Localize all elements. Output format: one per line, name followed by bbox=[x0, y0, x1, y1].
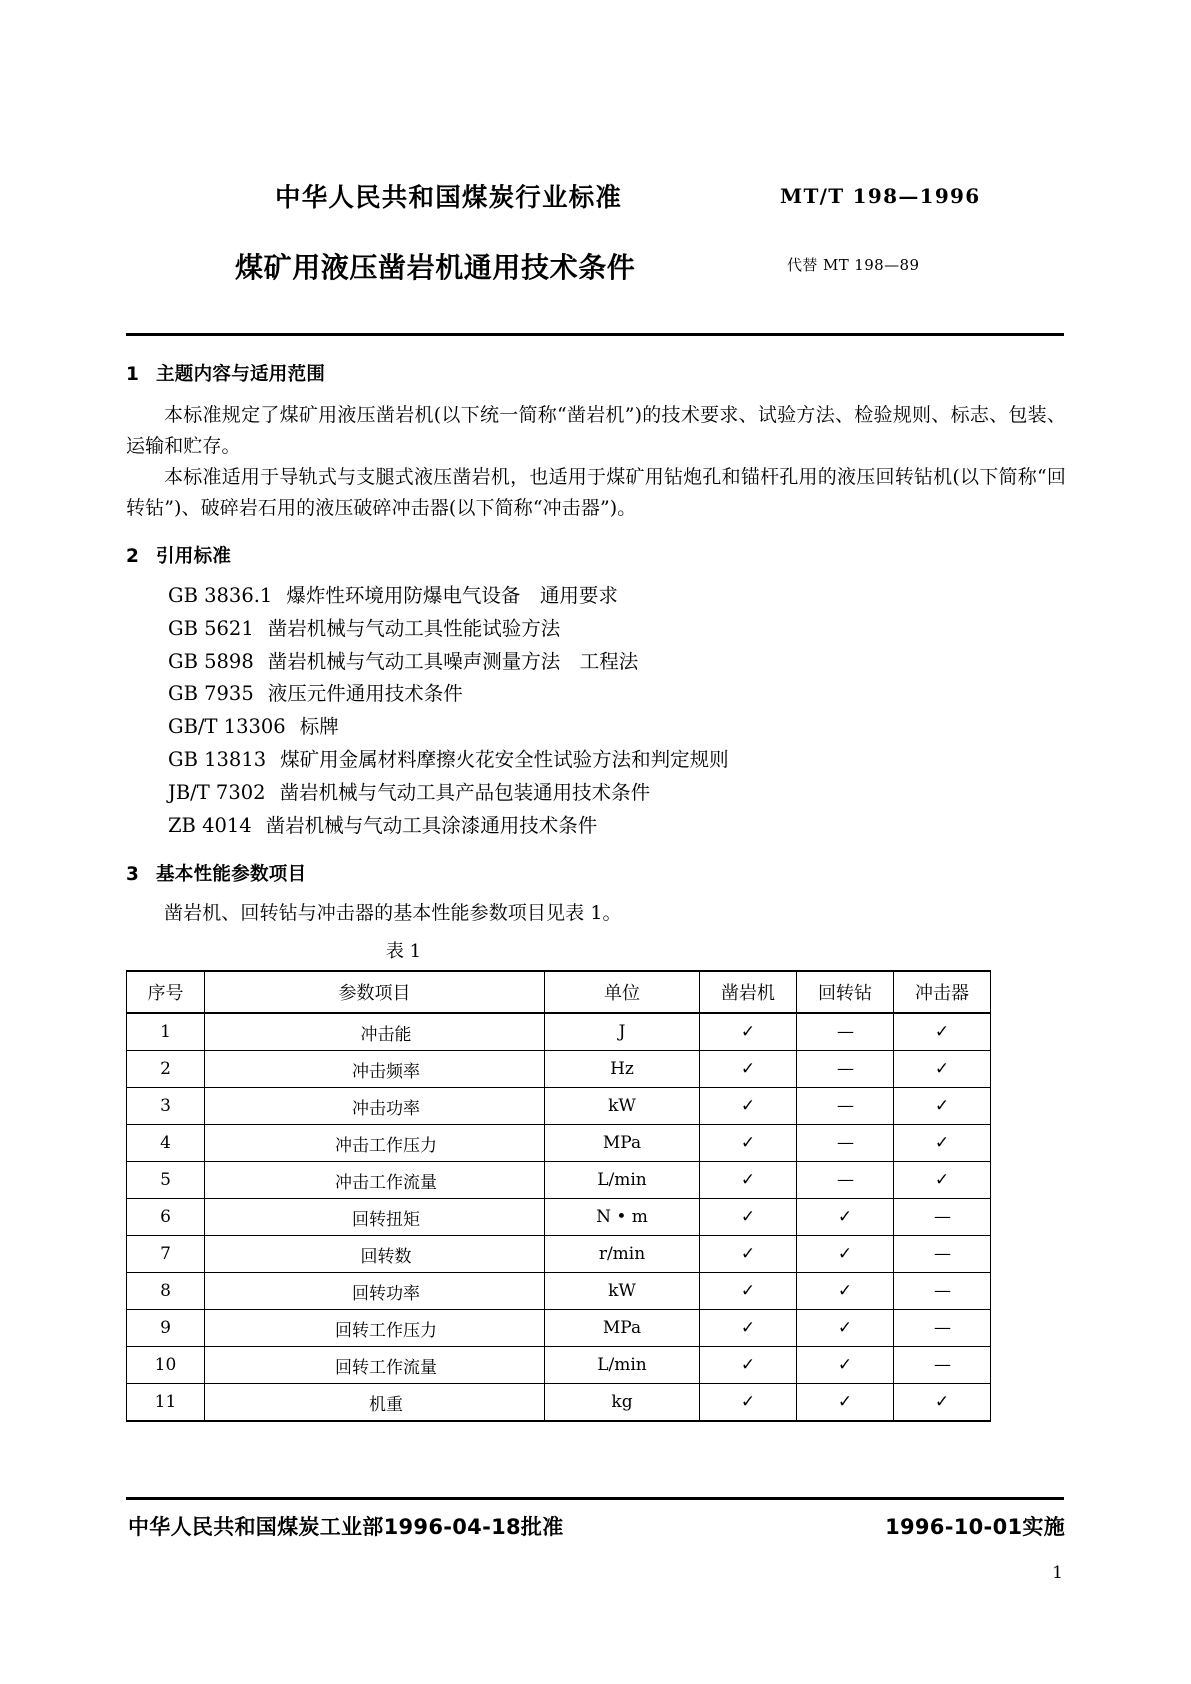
standard-number: MT/T 198—1996 bbox=[780, 184, 981, 208]
page-number: 1 bbox=[1052, 1563, 1063, 1583]
cell-impactor: — bbox=[894, 1310, 991, 1347]
standard-code: GB 5898 bbox=[168, 649, 254, 673]
cell-parameter: 冲击功率 bbox=[205, 1088, 545, 1125]
cell-impactor: ✓ bbox=[894, 1088, 991, 1125]
standard-name: 液压元件通用技术条件 bbox=[267, 682, 463, 706]
cell-rotary-drill: ✓ bbox=[797, 1384, 894, 1422]
table-row bbox=[127, 1310, 991, 1347]
standard-code: GB 7935 bbox=[168, 682, 254, 706]
replaces-note: 代替 MT 198—89 bbox=[787, 256, 920, 274]
cell-unit: kW bbox=[545, 1273, 700, 1310]
cell-impactor: ✓ bbox=[894, 1384, 991, 1422]
cell-impactor: ✓ bbox=[894, 1125, 991, 1162]
cell-rock-drill: ✓ bbox=[700, 1347, 797, 1384]
cell-unit: N • m bbox=[545, 1199, 700, 1236]
cell-parameter: 冲击工作压力 bbox=[205, 1125, 545, 1162]
table-row bbox=[127, 1273, 991, 1310]
cell-impactor: ✓ bbox=[894, 1162, 991, 1199]
cell-parameter: 回转扭矩 bbox=[205, 1199, 545, 1236]
standard-code: ZB 4014 bbox=[168, 813, 252, 837]
cell-impactor: — bbox=[894, 1273, 991, 1310]
cell-unit: L/min bbox=[545, 1347, 700, 1384]
cell-rotary-drill: — bbox=[797, 1162, 894, 1199]
column-header-rock-drill: 凿岩机 bbox=[700, 971, 797, 1013]
table-row bbox=[127, 1236, 991, 1273]
cell-rock-drill: ✓ bbox=[700, 1236, 797, 1273]
section-number-3: 3 bbox=[126, 864, 140, 886]
cell-no: 3 bbox=[127, 1088, 205, 1125]
cell-no: 1 bbox=[127, 1013, 205, 1051]
cell-parameter: 回转功率 bbox=[205, 1273, 545, 1310]
section-1-paragraph-2: 本标准适用于导轨式与支腿式液压凿岩机，也适用于煤矿用钻炮孔和锚杆孔用的液压回转钻机(以下简称“回转钻”)、破碎岩石用的液压破碎冲击器(以下简称“冲击器”)。 bbox=[126, 466, 1066, 519]
column-header-parameter: 参数项目 bbox=[205, 971, 545, 1013]
cell-no: 11 bbox=[127, 1384, 205, 1422]
standard-code: GB 13813 bbox=[168, 747, 267, 771]
cell-impactor: ✓ bbox=[894, 1013, 991, 1051]
list-item bbox=[126, 646, 1066, 679]
section-1-paragraph-1: 本标准规定了煤矿用液压凿岩机(以下统一简称“凿岩机”)的技术要求、试验方法、检验规则、标志、包装、运输和贮存。 bbox=[126, 404, 1066, 457]
cell-no: 4 bbox=[127, 1125, 205, 1162]
standard-name: 凿岩机械与气动工具涂漆通用技术条件 bbox=[265, 813, 598, 837]
list-item bbox=[126, 744, 1066, 777]
section-title-1: 主题内容与适用范围 bbox=[156, 364, 326, 385]
section-title-2: 引用标准 bbox=[156, 546, 232, 567]
cell-rotary-drill: — bbox=[797, 1125, 894, 1162]
table-body bbox=[127, 1013, 991, 1421]
table-row bbox=[127, 1347, 991, 1384]
section-3-paragraph-1: 凿岩机、回转钻与冲击器的基本性能参数项目见表 1。 bbox=[164, 902, 622, 925]
standard-code: GB 3836.1 bbox=[168, 584, 273, 607]
standard-code: GB 5621 bbox=[168, 616, 254, 640]
cell-impactor: — bbox=[894, 1236, 991, 1273]
section-number-2: 2 bbox=[126, 546, 140, 567]
standard-category: 中华人民共和国煤炭行业标准 bbox=[275, 183, 623, 213]
column-header-no: 序号 bbox=[127, 971, 205, 1013]
cell-no: 7 bbox=[127, 1236, 205, 1273]
cell-rock-drill: ✓ bbox=[700, 1384, 797, 1422]
document-header bbox=[130, 168, 1060, 318]
footer-divider bbox=[126, 1497, 1064, 1500]
column-header-rotary-drill: 回转钻 bbox=[797, 971, 894, 1013]
basic-performance-parameters-table bbox=[126, 970, 991, 1422]
cell-rock-drill: ✓ bbox=[700, 1199, 797, 1236]
cell-rotary-drill: ✓ bbox=[797, 1199, 894, 1236]
cell-rotary-drill: ✓ bbox=[797, 1236, 894, 1273]
cell-no: 2 bbox=[127, 1051, 205, 1088]
table-caption: 表 1 bbox=[385, 941, 422, 963]
list-item bbox=[126, 810, 1066, 843]
cell-rotary-drill: — bbox=[797, 1013, 894, 1051]
list-item bbox=[126, 777, 1066, 810]
cell-unit: L/min bbox=[545, 1162, 700, 1199]
page-title: 煤矿用液压凿岩机通用技术条件 bbox=[235, 251, 636, 284]
standard-name: 凿岩机械与气动工具产品包装通用技术条件 bbox=[279, 780, 651, 804]
cell-unit: MPa bbox=[545, 1125, 700, 1162]
section-heading-2 bbox=[126, 542, 1066, 568]
cell-parameter: 回转数 bbox=[205, 1236, 545, 1273]
cell-impactor: — bbox=[894, 1199, 991, 1236]
section-heading-1 bbox=[126, 360, 1066, 386]
table-row bbox=[127, 1051, 991, 1088]
cell-rotary-drill: ✓ bbox=[797, 1347, 894, 1384]
cell-rock-drill: ✓ bbox=[700, 1125, 797, 1162]
standard-name: 凿岩机械与气动工具噪声测量方法 工程法 bbox=[267, 649, 639, 673]
cell-unit: kW bbox=[545, 1088, 700, 1125]
standard-code: GB/T 13306 bbox=[168, 715, 286, 739]
section-number-1: 1 bbox=[126, 364, 140, 385]
cell-parameter: 冲击频率 bbox=[205, 1051, 545, 1088]
implementation-date: 1996-10-01实施 bbox=[885, 1515, 1065, 1539]
table-row bbox=[127, 1125, 991, 1162]
standard-code: JB/T 7302 bbox=[168, 780, 266, 804]
cell-no: 6 bbox=[127, 1199, 205, 1236]
cell-impactor: — bbox=[894, 1347, 991, 1384]
cell-unit: Hz bbox=[545, 1051, 700, 1088]
cell-rock-drill: ✓ bbox=[700, 1273, 797, 1310]
table-row bbox=[127, 1199, 991, 1236]
standard-name: 标牌 bbox=[299, 715, 339, 739]
cell-rock-drill: ✓ bbox=[700, 1051, 797, 1088]
cell-parameter: 回转工作压力 bbox=[205, 1310, 545, 1347]
cell-rotary-drill: — bbox=[797, 1088, 894, 1125]
cell-rock-drill: ✓ bbox=[700, 1088, 797, 1125]
cell-unit: r/min bbox=[545, 1236, 700, 1273]
list-item bbox=[126, 678, 1066, 711]
cell-rotary-drill: — bbox=[797, 1051, 894, 1088]
table-row bbox=[127, 1162, 991, 1199]
cell-no: 9 bbox=[127, 1310, 205, 1347]
table-header-row bbox=[127, 971, 991, 1013]
table-row bbox=[127, 1384, 991, 1422]
section-title-3: 基本性能参数项目 bbox=[156, 864, 307, 886]
cell-no: 8 bbox=[127, 1273, 205, 1310]
cell-impactor: ✓ bbox=[894, 1051, 991, 1088]
table-row bbox=[127, 1088, 991, 1125]
cell-rock-drill: ✓ bbox=[700, 1013, 797, 1051]
standard-name: 煤矿用金属材料摩擦火花安全性试验方法和判定规则 bbox=[280, 747, 729, 771]
column-header-impactor: 冲击器 bbox=[894, 971, 991, 1013]
list-item bbox=[126, 711, 1066, 744]
cell-no: 10 bbox=[127, 1347, 205, 1384]
cell-parameter: 冲击能 bbox=[205, 1013, 545, 1051]
cell-parameter: 机重 bbox=[205, 1384, 545, 1422]
standard-name: 凿岩机械与气动工具性能试验方法 bbox=[267, 616, 561, 640]
column-header-unit: 单位 bbox=[545, 971, 700, 1013]
section-heading-3 bbox=[126, 860, 1066, 886]
cell-no: 5 bbox=[127, 1162, 205, 1199]
cell-rock-drill: ✓ bbox=[700, 1162, 797, 1199]
list-item bbox=[126, 580, 1066, 613]
cell-rotary-drill: ✓ bbox=[797, 1273, 894, 1310]
cell-rock-drill: ✓ bbox=[700, 1310, 797, 1347]
cell-unit: kg bbox=[545, 1384, 700, 1422]
header-divider bbox=[126, 333, 1064, 336]
cell-parameter: 冲击工作流量 bbox=[205, 1162, 545, 1199]
table-row bbox=[127, 1013, 991, 1051]
document-body bbox=[126, 360, 1066, 1422]
list-item bbox=[126, 613, 1066, 646]
standard-name: 爆炸性环境用防爆电气设备 通用要求 bbox=[286, 584, 618, 607]
referenced-standards-list bbox=[126, 580, 1066, 842]
approval-statement: 中华人民共和国煤炭工业部1996-04-18批准 bbox=[128, 1515, 564, 1539]
cell-unit: MPa bbox=[545, 1310, 700, 1347]
cell-rotary-drill: ✓ bbox=[797, 1310, 894, 1347]
cell-parameter: 回转工作流量 bbox=[205, 1347, 545, 1384]
cell-unit: J bbox=[545, 1013, 700, 1051]
